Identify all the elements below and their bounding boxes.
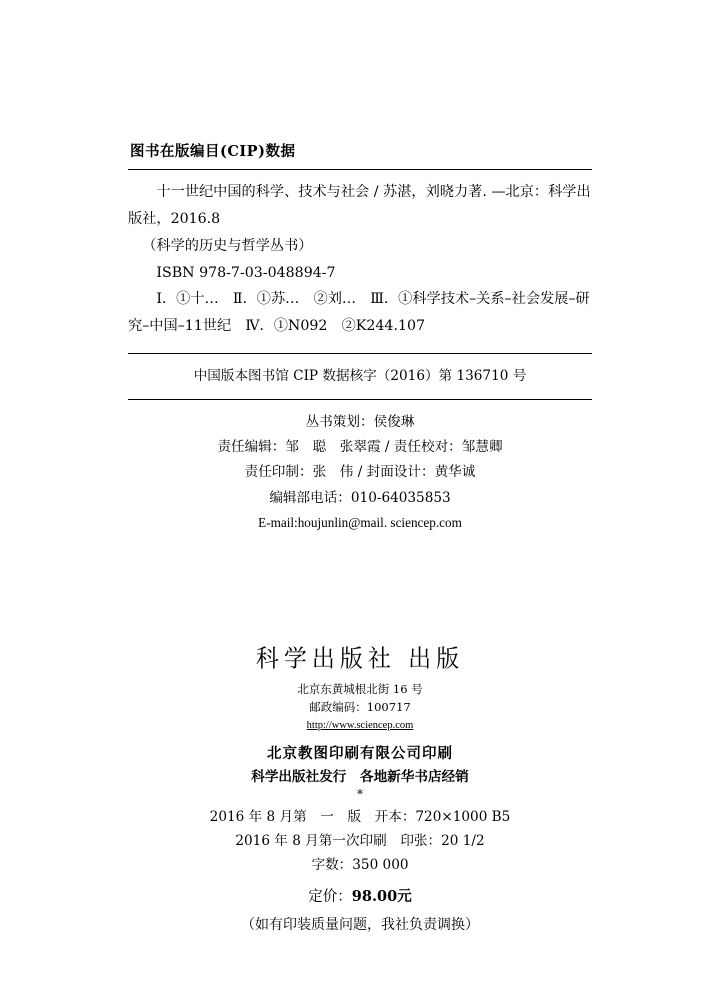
cip-section <box>128 140 592 541</box>
price-value: 98.00元 <box>351 887 412 905</box>
divider-top <box>128 169 592 170</box>
editorial-email[interactable]: E-mail:houjunlin@mail. sciencep.com <box>258 514 462 530</box>
distribution-info: 科学出版社发行 各地新华书店经销 <box>251 768 469 785</box>
series-planner: 丛书策划：侯俊琳 <box>305 414 415 431</box>
publisher-section <box>128 640 592 934</box>
edition-line-2: 2016 年 8 月第一次印刷 印张：20 1/2 <box>235 832 485 849</box>
quality-note: （如有印装质量问题，我社负责调换） <box>241 916 479 933</box>
word-count: 字数：350 000 <box>311 857 409 874</box>
cip-classification-line-2: 究–中国–11世纪 Ⅳ．①N092 ②K244.107 <box>128 318 426 335</box>
printing-house: 北京教图印刷有限公司印刷 <box>267 744 453 762</box>
cip-isbn: ISBN 978-7-03-048894-7 <box>156 264 336 281</box>
credits-section <box>128 410 592 535</box>
price-label: 定价： <box>308 888 352 905</box>
publisher-address: 北京东黄城根北街 16 号 <box>297 682 423 696</box>
price-row <box>128 882 592 912</box>
cip-classification-line-1: Ⅰ．①十… Ⅱ．①苏… ②刘… Ⅲ．①科学技术–关系–社会发展–研 <box>156 291 590 308</box>
publisher-postcode: 邮政编码：100717 <box>309 699 411 714</box>
editorial-phone: 编辑部电话：010-64035853 <box>269 489 451 506</box>
cip-title-line-2: 版社，2016.8 <box>128 210 221 227</box>
publisher-name: 科学出版社 出版 <box>255 645 465 673</box>
edition-line-1: 2016 年 8 月第 一 版 开本：720×1000 B5 <box>209 808 511 825</box>
cip-title-line-1: 十一世纪中国的科学、技术与社会 / 苏湛，刘晓力著. —北京：科学出 <box>156 184 591 200</box>
cip-series: （科学的历史与哲学丛书） <box>142 237 313 254</box>
divider-bottom <box>128 399 592 400</box>
responsible-editor: 责任编辑：邹 聪 张翠霞 / 责任校对：邹慧卿 <box>217 439 503 456</box>
cip-core-number: 中国版本图书馆 CIP 数据核字（2016）第 136710 号 <box>193 368 527 385</box>
separator-asterisk: * <box>357 786 363 801</box>
divider-middle <box>128 353 592 354</box>
responsible-printing: 责任印制：张 伟 / 封面设计：黄华诚 <box>244 464 476 481</box>
cip-heading: 图书在版编目(CIP)数据 <box>130 143 296 160</box>
publisher-website[interactable]: http://www.sciencep.com <box>306 719 414 731</box>
